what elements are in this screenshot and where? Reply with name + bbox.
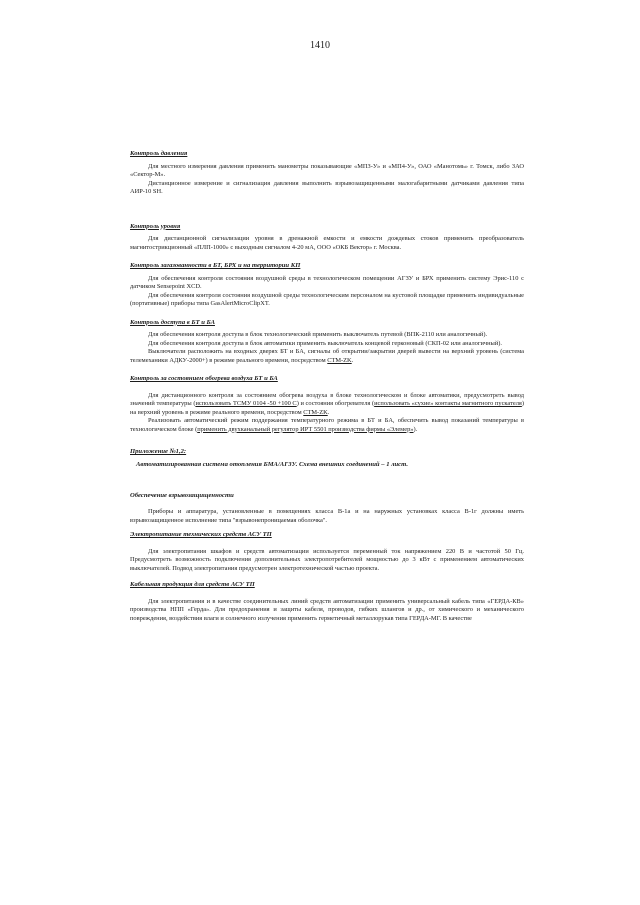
page-number: 1410 bbox=[310, 40, 330, 51]
appendix-title: Приложение №1,2: bbox=[130, 448, 187, 456]
text-run: Для дистанционного контроля за состоянием обогрева воздуха в блоке технологическом и блоке автоматики, предусмотреть вывод значений температуры ( bbox=[130, 391, 524, 408]
paragraph bbox=[130, 417, 524, 434]
heading-access: Контроль доступа в БТ и БА bbox=[130, 318, 215, 326]
heading-explosion: Обеспечение взрывозащищенности bbox=[130, 491, 234, 499]
section-level bbox=[130, 223, 524, 253]
paragraph: Для электропитания и в качестве соединительных линий средств автоматизации применить универсальный кабель типа «ГЕРДА-КВ» производства НПП «Герда». Для предохранения и защиты кабеля, проводов, гибких шлангов и др., от химического и механического повреждения, воздействия влаги и солнечного излучения применить герметичный металлорукав типа ГЕРДА-МГ. В качестве bbox=[130, 597, 524, 622]
text-run: ) на верхний уровень в режиме реального времени, посредством bbox=[130, 400, 524, 416]
text-run: . bbox=[351, 356, 354, 364]
paragraph: Дистанционное измерение и сигнализация давления выполнить взрывозащищенными малогабаритными датчиками давления типа АИР-10 SH. bbox=[130, 179, 524, 196]
paragraph bbox=[130, 392, 524, 417]
heading-pressure: Контроль давления bbox=[130, 150, 188, 157]
underlined-text: использовать «сухие» контакты магнитного пускателя bbox=[374, 400, 522, 408]
paragraph: Для обеспечения контроля состояния воздушной среды в технологическом помещении АГЗУ и БРХ применить систему Эрис-110 с датчиком Sensepoint XCD. bbox=[130, 274, 524, 291]
section-heating bbox=[130, 375, 524, 434]
paragraph: Для обеспечения контроля состояния воздушной среды технологическим персоналом на кустовой площадке применить индивидуальные (портативные) приборы типа GasAlertMicroClipXT. bbox=[130, 291, 524, 308]
heading-power: Электропитание технических средств АСУ ТП bbox=[130, 531, 272, 539]
paragraph: Для местного измерения давления применить манометры показывающие «МПЗ-У» и «МП4-У», ОАО «Манотомь» г. Томск, либо ЗАО «Сектор-М». bbox=[130, 162, 524, 179]
heading-cable: Кабельная продукция для средств АСУ ТП bbox=[130, 581, 255, 589]
text-run: ). bbox=[413, 425, 418, 433]
link-stm-zk: СТМ-ZK bbox=[327, 356, 352, 364]
section-explosion bbox=[130, 492, 524, 526]
underlined-text: применить двухканальный регулятор ИРТ 5501 производства фирмы «Элемер» bbox=[197, 425, 414, 433]
section-pressure bbox=[130, 150, 524, 197]
section-appendix bbox=[130, 448, 524, 469]
section-cable bbox=[130, 581, 524, 623]
text-run: . bbox=[327, 408, 330, 416]
heading-gas: Контроль загазованности в БТ, БРХ и на территории КП bbox=[130, 262, 301, 270]
appendix-text: Автоматизированная система отопления БМА/АГЗУ. Схема внешних соединений – 1 лист. bbox=[136, 460, 408, 468]
section-power bbox=[130, 531, 524, 573]
underlined-text: СТМ-ZK bbox=[303, 408, 328, 416]
text-run: ) и состояния обогревателя ( bbox=[296, 400, 375, 408]
paragraph: Для электропитания шкафов и средств автоматизации используется переменный ток напряжением 220 В и частотой 50 Гц. Предусмотреть возможность подключения дополнительных электропотребителей мощностью до 3 кВт с применением автоматических выключателей. Подвод электропитания предусмотрен электротехнической частью проекта. bbox=[130, 547, 524, 572]
paragraph: Для обеспечения контроля доступа в блок автоматики применить выключатель концевой герконовый (СКП-02 или аналогичный). bbox=[148, 339, 502, 347]
section-access bbox=[130, 319, 524, 366]
paragraph: Для дистанционной сигнализации уровня в дренажной емкости и емкости дождевых стоков применить преобразователь магнитострикционный «ПЛП-1000» с выходным сигналом 4-20 мА, ООО «ОКБ Вектор» г. Москва. bbox=[130, 235, 524, 251]
underlined-text: использовать ТСМУ 0104 -50 +100 С bbox=[195, 400, 297, 408]
paragraph: Для обеспечения контроля доступа в блок технологический применить выключатель путевой (ВПК-2110 или аналогичный). bbox=[148, 331, 488, 339]
heading-heating: Контроль за состоянием обогрева воздуха БТ и БА bbox=[130, 375, 278, 383]
heading-level: Контроль уровня bbox=[130, 222, 181, 230]
section-gas bbox=[130, 262, 524, 309]
text-run: Выключатели расположить на входных дверях БТ и БА, сигналы об открытии/закрытии дверей вывести на верхний уровень (система телемеханики АДКУ-2000+) в режиме реального времени, посредством bbox=[130, 348, 524, 364]
document-body bbox=[130, 150, 524, 623]
paragraph bbox=[130, 348, 524, 365]
text-run: Реализовать автоматический режим поддержания температурного режима в БТ и БА, обеспечить вывод показаний температуры в технологическом блоке ( bbox=[130, 417, 524, 433]
paragraph: Приборы и аппаратура, установленные в помещениях класса В-1а и на наружных установках класса В-1г должны иметь взрывозащищенное исполнение типа "взрывонепроницаемая оболочка". bbox=[130, 508, 524, 524]
